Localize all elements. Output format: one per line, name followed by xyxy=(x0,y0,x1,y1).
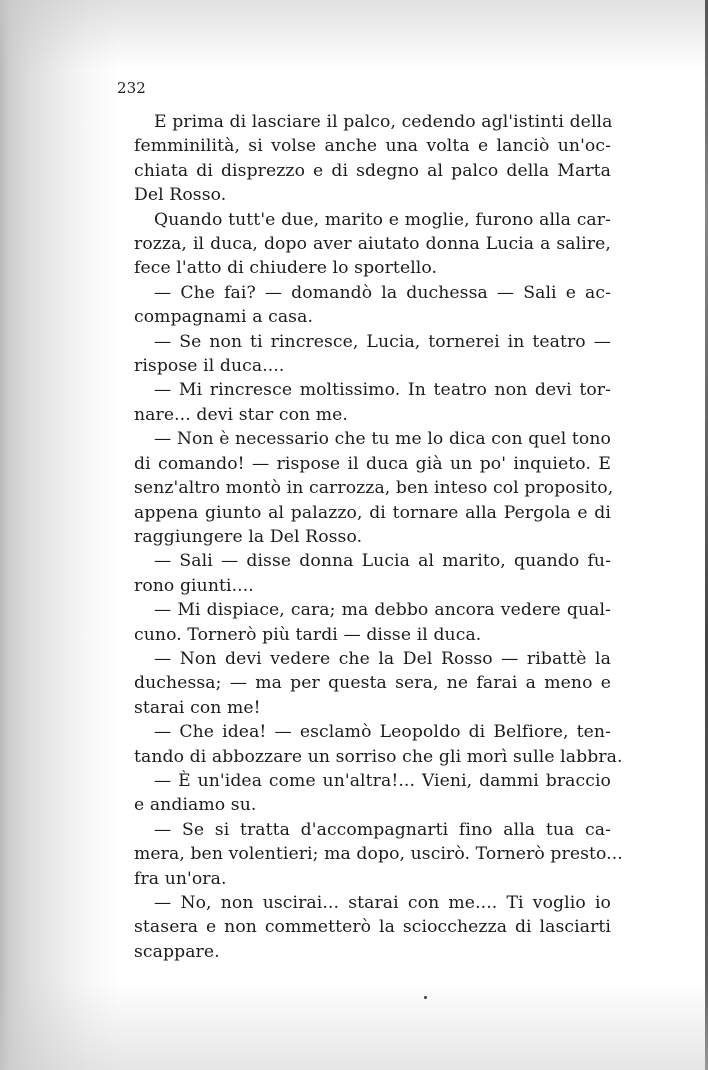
page-text xyxy=(114,78,623,964)
text-line: stasera e non commetterò la sciocchezza di lasciarti xyxy=(134,917,611,938)
text-line: rispose il duca.... xyxy=(134,356,285,377)
print-speck xyxy=(424,996,427,999)
paragraph xyxy=(114,208,611,281)
text-line: — Sali — disse donna Lucia al marito, quando fu- xyxy=(154,551,611,572)
text-line: nare... devi star con me. xyxy=(134,404,348,425)
text-line: — Se non ti rincresce, Lucia, tornerei in teatro — xyxy=(154,331,611,352)
text-line: senz'altro montò in carrozza, ben inteso col proposito, xyxy=(134,478,614,499)
text-line: — Non è necessario che tu me lo dica con quel tono xyxy=(154,429,611,450)
paragraph xyxy=(114,647,611,720)
paragraph xyxy=(114,549,611,598)
paragraph xyxy=(114,110,611,208)
text-line: Del Rosso. xyxy=(134,185,227,206)
text-line: rozza, il duca, dopo aver aiutato donna Lucia a salire, xyxy=(134,234,611,255)
paragraph xyxy=(114,720,623,769)
paragraphs-container xyxy=(114,110,623,964)
text-line: raggiungere la Del Rosso. xyxy=(134,526,363,547)
text-line: — Se si tratta d'accompagnarti fino alla tua ca- xyxy=(154,819,611,840)
text-line: E prima di lasciare il palco, cedendo agl'istinti della xyxy=(154,112,613,132)
paragraph xyxy=(114,330,611,379)
text-line: tando di abbozzare un sorriso che gli morì sulle labbra. xyxy=(134,746,623,767)
text-line: — È un'idea come un'altra!... Vieni, dammi braccio xyxy=(154,770,611,791)
text-line: starai con me! xyxy=(134,697,261,718)
page-number: 232 xyxy=(117,79,146,97)
paragraph xyxy=(114,891,611,964)
text-line: — Non devi vedere che la Del Rosso — ribattè la xyxy=(154,648,611,669)
text-line: — Mi dispiace, cara; ma debbo ancora vedere qual- xyxy=(154,600,611,621)
paragraph xyxy=(114,378,611,427)
paragraph xyxy=(114,281,611,330)
text-line: — Che idea! — esclamò Leopoldo di Belfiore, ten- xyxy=(154,722,611,743)
text-line: cuno. Tornerò più tardi — disse il duca. xyxy=(134,624,482,645)
text-line: duchessa; — ma per questa sera, ne farai a meno e xyxy=(134,673,611,694)
text-line: rono giunti.... xyxy=(134,575,254,596)
text-line: chiata di disprezzo e di sdegno al palco della Marta xyxy=(134,160,611,181)
text-line: e andiamo su. xyxy=(134,795,257,816)
text-line: compagnami a casa. xyxy=(134,307,314,328)
text-line: di comando! — rispose il duca già un po' inquieto. E xyxy=(134,453,611,474)
text-line: scappare. xyxy=(134,941,220,962)
text-line: — Che fai? — domandò la duchessa — Sali e ac- xyxy=(154,282,611,303)
text-line: fece l'atto di chiudere lo sportello. xyxy=(134,258,438,279)
paragraph xyxy=(114,598,611,647)
text-line: appena giunto al palazzo, di tornare alla Pergola e di xyxy=(134,502,611,523)
text-line: — No, non uscirai... starai con me.... Ti voglio io xyxy=(154,893,611,913)
text-line: femminilità, si volse anche una volta e lanciò un'oc- xyxy=(134,136,611,157)
text-line: fra un'ora. xyxy=(134,868,227,889)
paragraph xyxy=(114,769,611,818)
text-line: Quando tutt'e due, marito e moglie, furono alla car- xyxy=(154,209,611,230)
paragraph xyxy=(114,427,614,549)
paragraph xyxy=(114,818,623,891)
text-line: — Mi rincresce moltissimo. In teatro non devi tor- xyxy=(154,380,611,401)
text-line: mera, ben volentieri; ma dopo, uscirò. Tornerò presto... xyxy=(134,844,623,865)
